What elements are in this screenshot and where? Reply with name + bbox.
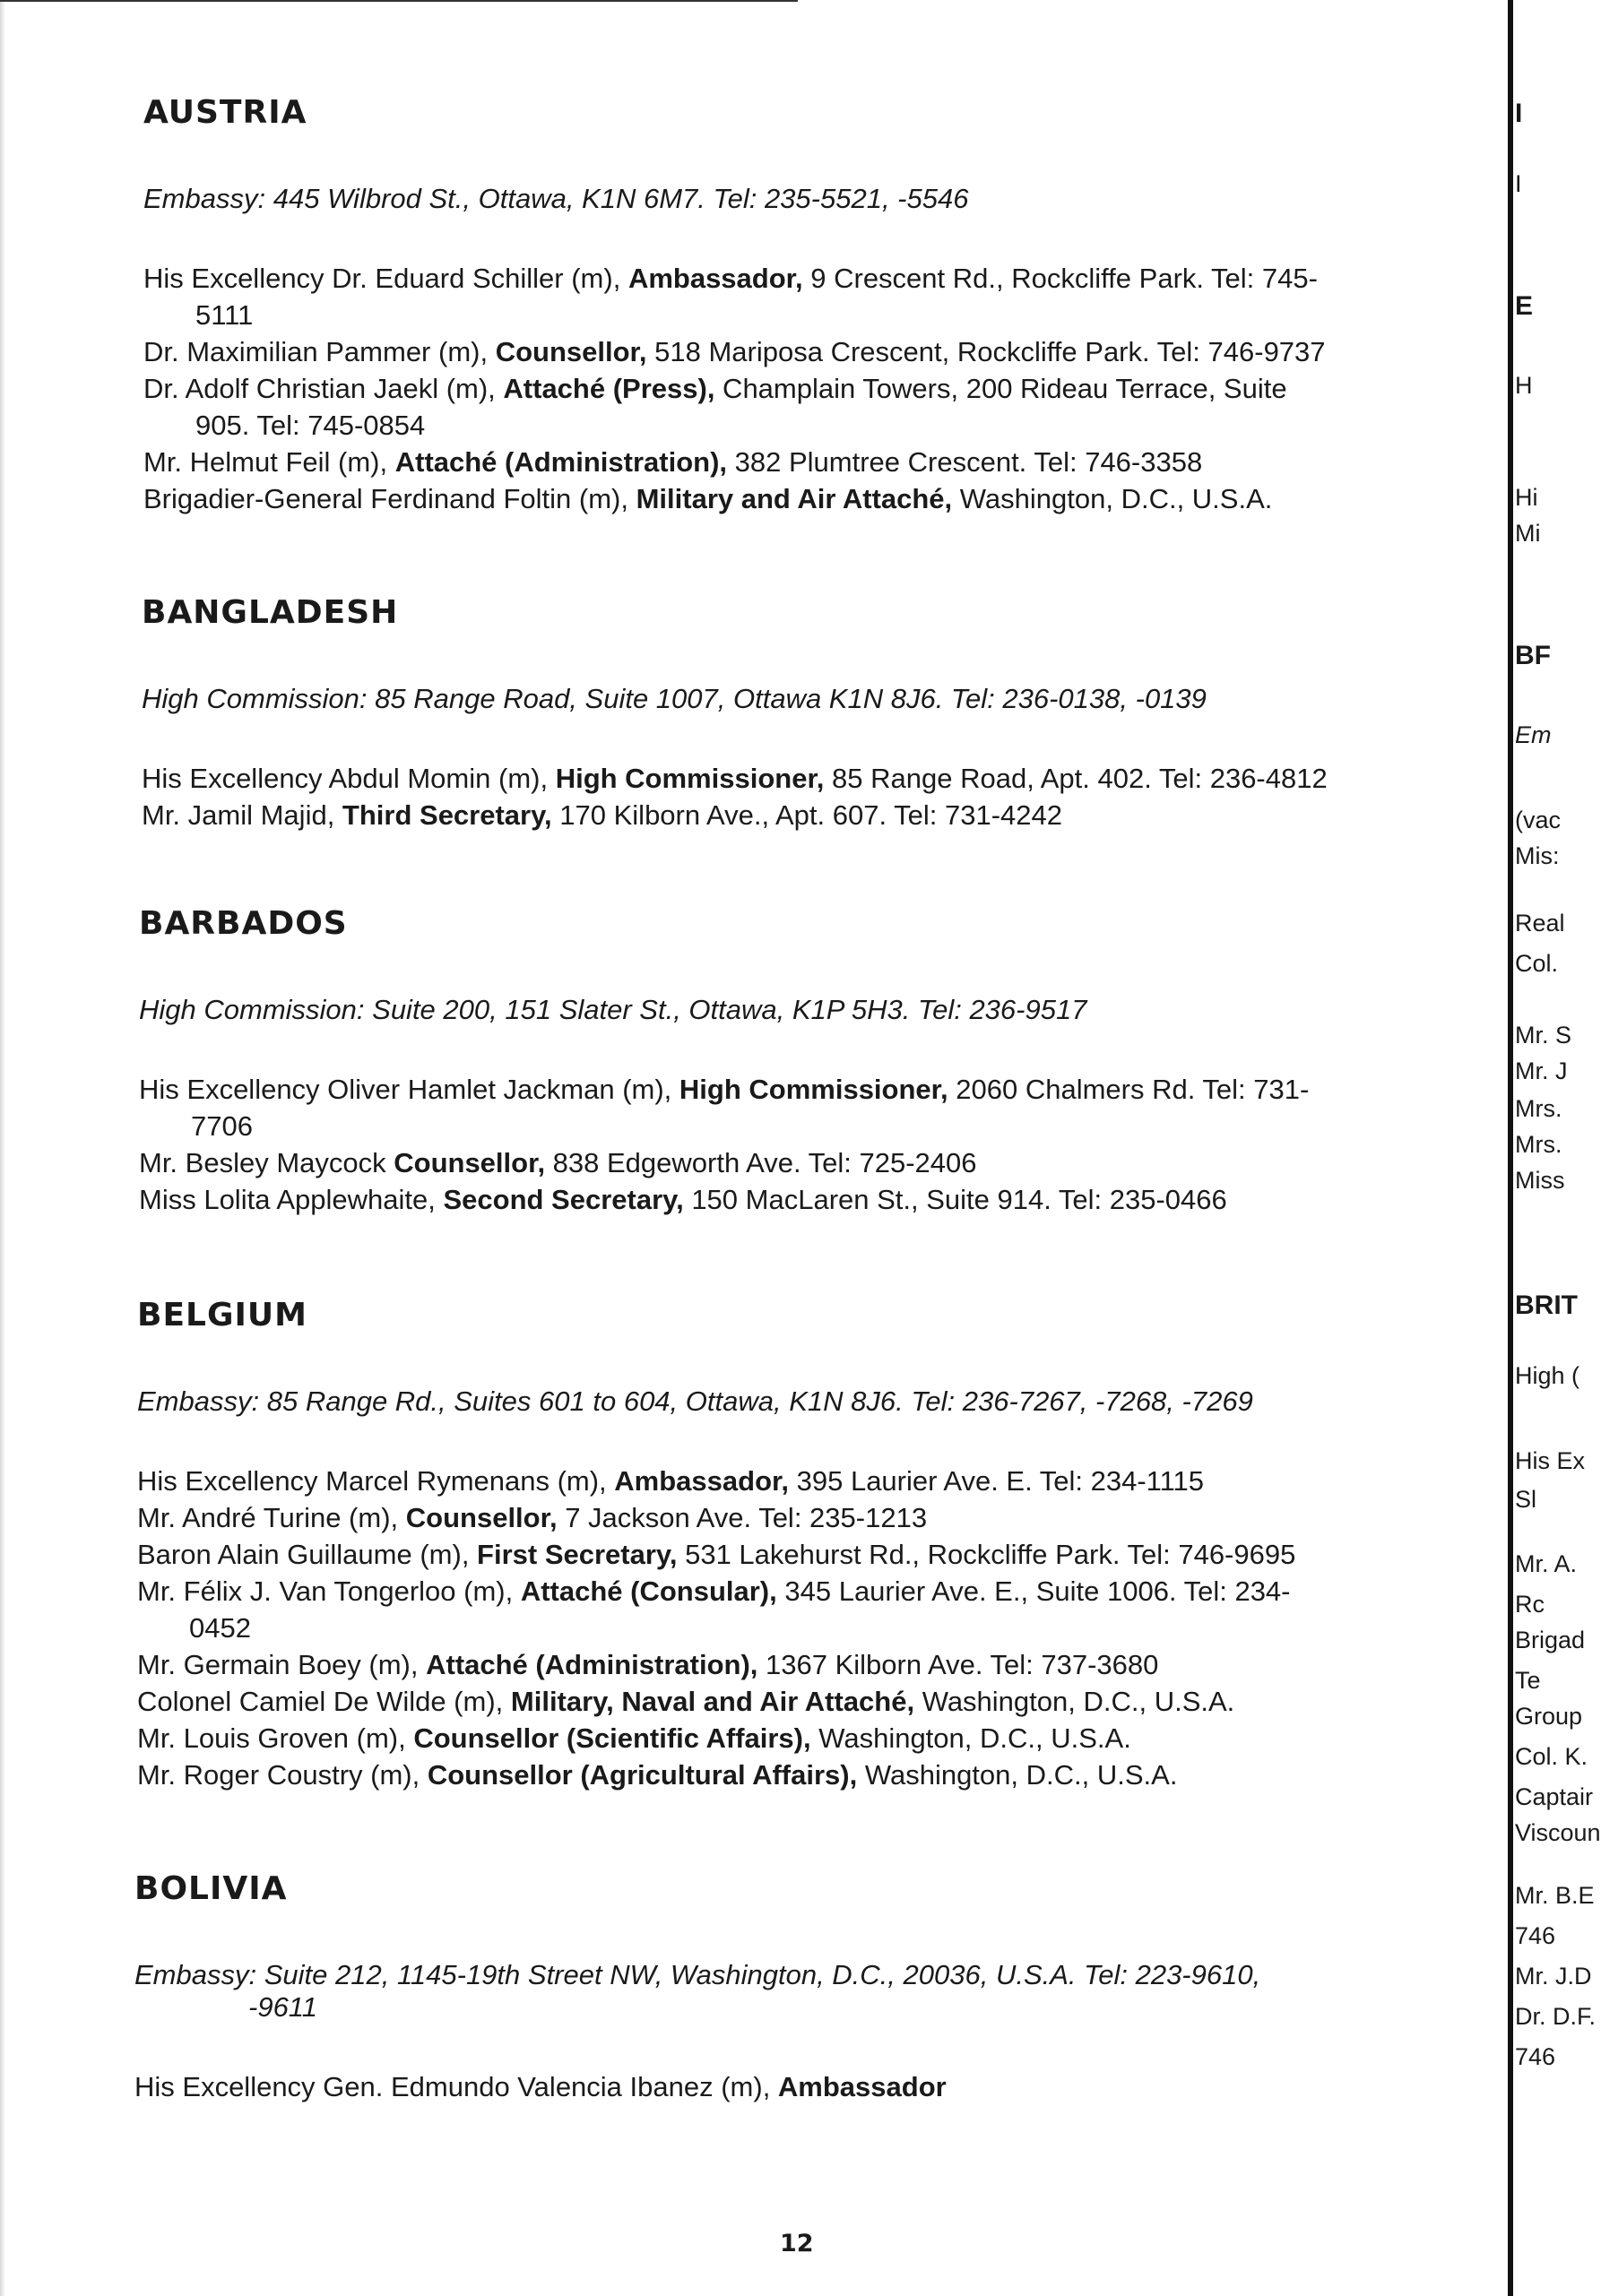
staff-name: Mr. Helmut Feil (m),	[143, 446, 395, 478]
staff-entry	[137, 1499, 1446, 1536]
mission-label: Embassy:	[137, 1385, 260, 1417]
staff-name: His Excellency Marcel Rymenans (m),	[137, 1465, 615, 1497]
facing-page-fragment: Mr. S	[1515, 1022, 1572, 1049]
mission-text: 85 Range Road, Suite 1007, Ottawa K1N 8J6. Tel: 236-0138, -0139	[375, 683, 1207, 714]
country-section-barbados	[139, 905, 1448, 1218]
staff-entry	[143, 370, 1452, 407]
staff-address: 395 Laurier Ave. E. Tel: 234-1115	[789, 1465, 1205, 1497]
mission-address	[139, 994, 1448, 1026]
staff-name: Mr. Germain Boey (m),	[137, 1649, 427, 1680]
staff-title: Counsellor,	[394, 1147, 546, 1178]
staff-entry	[139, 1071, 1448, 1108]
staff-name: His Excellency Dr. Eduard Schiller (m),	[143, 263, 628, 294]
staff-name: Mr. Félix J. Van Tongerloo (m),	[137, 1575, 521, 1607]
top-rule	[0, 0, 798, 2]
staff-name: Baron Alain Guillaume (m),	[137, 1539, 478, 1570]
country-section-austria	[143, 94, 1452, 517]
facing-page-fragment: E	[1515, 291, 1534, 321]
staff-address: Champlain Towers, 200 Rideau Terrace, Suite	[714, 373, 1287, 404]
staff-title: Counsellor,	[405, 1502, 558, 1533]
staff-list	[142, 760, 1450, 833]
staff-entry	[143, 444, 1452, 480]
staff-address: 531 Lakehurst Rd., Rockcliffe Park. Tel: 746-9695	[677, 1539, 1296, 1570]
binding-shadow	[1508, 0, 1513, 2296]
country-heading: BANGLADESH	[142, 594, 399, 631]
staff-name: His Excellency Gen. Edmundo Valencia Ibanez (m),	[134, 2071, 778, 2102]
facing-page-fragment: His Ex	[1515, 1447, 1586, 1474]
facing-page-fragment: I	[1515, 170, 1522, 197]
facing-page-fragment: Mrs.	[1515, 1131, 1562, 1158]
page-number: 12	[780, 2230, 814, 2257]
facing-page-fragment: (vac	[1515, 807, 1562, 833]
staff-title: Attaché (Consular),	[520, 1575, 777, 1607]
country-heading: BOLIVIA	[134, 1870, 288, 1907]
country-heading: BARBADOS	[139, 905, 348, 942]
facing-page-fragment: Dr. D.F.	[1515, 2003, 1597, 2030]
staff-address: Washington, D.C., U.S.A.	[810, 1722, 1131, 1754]
mission-address	[142, 683, 1450, 715]
staff-address: 170 Kilborn Ave., Apt. 607. Tel: 731-4242	[551, 799, 1063, 831]
staff-entry	[137, 1573, 1446, 1610]
staff-list	[139, 1071, 1448, 1218]
facing-page-fragment: Brigad	[1515, 1627, 1586, 1653]
staff-title: Attaché (Press),	[503, 373, 715, 404]
staff-name: Mr. Jamil Majid,	[142, 799, 342, 831]
mission-address	[137, 1385, 1446, 1418]
facing-page-fragment: BRIT	[1515, 1290, 1578, 1320]
staff-address: 518 Mariposa Crescent, Rockcliffe Park. Tel: 746-9737	[646, 336, 1326, 367]
staff-address: 7 Jackson Ave. Tel: 235-1213	[557, 1502, 928, 1533]
staff-name: Mr. Roger Coustry (m),	[137, 1759, 428, 1791]
staff-name: Dr. Adolf Christian Jaekl (m),	[143, 373, 504, 404]
staff-title: High Commissioner,	[679, 1074, 948, 1105]
staff-address: Washington, D.C., U.S.A.	[952, 483, 1273, 514]
staff-name: Colonel Camiel De Wilde (m),	[137, 1686, 511, 1717]
facing-page-fragment: Group	[1515, 1703, 1583, 1730]
staff-title: First Secretary,	[477, 1539, 678, 1570]
mission-label: High Commission:	[139, 994, 365, 1025]
staff-address: Washington, D.C., U.S.A.	[857, 1759, 1178, 1791]
mission-label: Embassy:	[143, 183, 266, 214]
facing-page-fragment: 746	[1515, 2043, 1556, 2070]
staff-entry-continued: 905. Tel: 745-0854	[195, 410, 426, 441]
staff-title: Ambassador,	[627, 263, 803, 294]
country-heading: AUSTRIA	[143, 94, 307, 131]
mission-label: High Commission:	[142, 683, 368, 714]
staff-name: His Excellency Oliver Hamlet Jackman (m),	[139, 1074, 679, 1105]
country-section-belgium	[137, 1297, 1446, 1793]
staff-address: 85 Range Road, Apt. 402. Tel: 236-4812	[824, 763, 1328, 794]
staff-entry-continued: 5111	[195, 299, 254, 331]
mission-text: Suite 200, 151 Slater St., Ottawa, K1P 5H3. Tel: 236-9517	[372, 994, 1087, 1025]
staff-address: 1367 Kilborn Ave. Tel: 737-3680	[757, 1649, 1159, 1680]
staff-name: Dr. Maximilian Pammer (m),	[143, 336, 496, 367]
staff-title: Counsellor (Agricultural Affairs),	[427, 1759, 858, 1791]
staff-list	[143, 260, 1452, 517]
mission-text: 85 Range Rd., Suites 601 to 604, Ottawa, K1N 8J6. Tel: 236-7267, -7268, -7269	[266, 1385, 1253, 1417]
facing-page-fragment: Hi	[1515, 484, 1538, 511]
staff-title: Ambassador	[777, 2071, 947, 2102]
facing-page-fragment: Viscoun	[1515, 1819, 1601, 1846]
facing-page-fragment: Mr. B.E	[1515, 1882, 1595, 1909]
staff-name: Miss Lolita Applewhaite,	[139, 1184, 444, 1215]
facing-page-fragment: Mis:	[1515, 842, 1560, 869]
staff-name: Brigadier-General Ferdinand Foltin (m),	[143, 483, 636, 514]
page-edge	[0, 0, 5, 2296]
staff-entry	[137, 1536, 1446, 1573]
facing-page-fragment: Rc	[1515, 1591, 1545, 1618]
staff-title: Second Secretary,	[443, 1184, 684, 1215]
facing-page-fragment: Mi	[1515, 520, 1541, 547]
facing-page-fragment: Mr. A.	[1515, 1550, 1578, 1577]
staff-entry	[139, 1181, 1448, 1218]
staff-title: Counsellor,	[495, 336, 647, 367]
staff-address: 838 Edgeworth Ave. Tel: 725-2406	[545, 1147, 977, 1178]
staff-address: 345 Laurier Ave. E., Suite 1006. Tel: 234-	[776, 1575, 1291, 1607]
facing-page-fragment: 746	[1515, 1922, 1556, 1949]
mission-address	[143, 183, 1452, 215]
staff-title: Military and Air Attaché,	[636, 483, 953, 514]
facing-page-fragment: High (	[1515, 1362, 1580, 1389]
facing-page-fragment: Sl	[1515, 1486, 1537, 1513]
staff-address: Washington, D.C., U.S.A.	[914, 1686, 1235, 1717]
country-section-bangladesh	[142, 594, 1450, 833]
staff-entry	[143, 480, 1452, 517]
mission-label: Embassy:	[134, 1959, 257, 1990]
staff-entry	[137, 1646, 1446, 1683]
staff-title: Counsellor (Scientific Affairs),	[413, 1722, 811, 1754]
facing-page-fragment: Miss	[1515, 1167, 1565, 1194]
staff-title: Attaché (Administration),	[394, 446, 728, 478]
facing-page-fragment: Mr. J	[1515, 1057, 1568, 1084]
staff-entry	[143, 333, 1452, 370]
staff-title: Attaché (Administration),	[426, 1649, 758, 1680]
staff-entry	[137, 1683, 1446, 1720]
mission-text: Suite 212, 1145-19th Street NW, Washington, D.C., 20036, U.S.A. Tel: 223-9610,	[264, 1959, 1261, 1990]
staff-title: Ambassador,	[614, 1465, 789, 1497]
staff-entry	[137, 1720, 1446, 1757]
facing-page-fragment: I	[1515, 99, 1523, 128]
staff-entry-continued: 0452	[189, 1612, 251, 1644]
country-heading: BELGIUM	[137, 1297, 307, 1334]
facing-page-fragment: Col. K.	[1515, 1743, 1588, 1770]
staff-list	[137, 1463, 1446, 1793]
staff-entry	[134, 2068, 1443, 2105]
staff-entry	[139, 1144, 1448, 1181]
staff-name: Mr. Besley Maycock	[139, 1147, 394, 1178]
facing-page-fragment: Mr. J.D	[1515, 1963, 1592, 1990]
staff-title: Third Secretary,	[342, 799, 552, 831]
facing-page-fragment: H	[1515, 372, 1533, 399]
staff-title: Military, Naval and Air Attaché,	[510, 1686, 915, 1717]
staff-entry	[137, 1463, 1446, 1499]
staff-address: 9 Crescent Rd., Rockcliffe Park. Tel: 745-	[802, 263, 1318, 294]
staff-address: 2060 Chalmers Rd. Tel: 731-	[948, 1074, 1310, 1105]
staff-name: Mr. Louis Groven (m),	[137, 1722, 414, 1754]
staff-entry	[143, 260, 1452, 297]
staff-entry	[137, 1757, 1446, 1793]
staff-name: Mr. André Turine (m),	[137, 1502, 406, 1533]
mission-address	[134, 1959, 1443, 1991]
mission-address-continued: -9611	[248, 1991, 317, 2023]
staff-list	[134, 2068, 1443, 2105]
facing-page-edge	[1463, 0, 1601, 2296]
staff-entry	[142, 797, 1450, 833]
facing-page-fragment: BF	[1515, 641, 1551, 670]
staff-entry-continued: 7706	[191, 1110, 253, 1142]
facing-page-fragment: Mrs.	[1515, 1095, 1562, 1122]
staff-entry	[142, 760, 1450, 797]
facing-page-fragment: Captair	[1515, 1783, 1594, 1810]
staff-name: His Excellency Abdul Momin (m),	[142, 763, 556, 794]
facing-page-fragment: Real	[1515, 910, 1565, 937]
staff-title: High Commissioner,	[555, 763, 825, 794]
facing-page-fragment: Col.	[1515, 950, 1559, 977]
country-section-bolivia	[134, 1870, 1443, 2105]
staff-address: 150 MacLaren St., Suite 914. Tel: 235-0466	[683, 1184, 1227, 1215]
staff-address: 382 Plumtree Crescent. Tel: 746-3358	[727, 446, 1203, 478]
facing-page-fragment: Te	[1515, 1667, 1541, 1694]
facing-page-fragment: Em	[1515, 721, 1552, 748]
mission-text: 445 Wilbrod St., Ottawa, K1N 6M7. Tel: 235-5521, -5546	[273, 183, 969, 214]
